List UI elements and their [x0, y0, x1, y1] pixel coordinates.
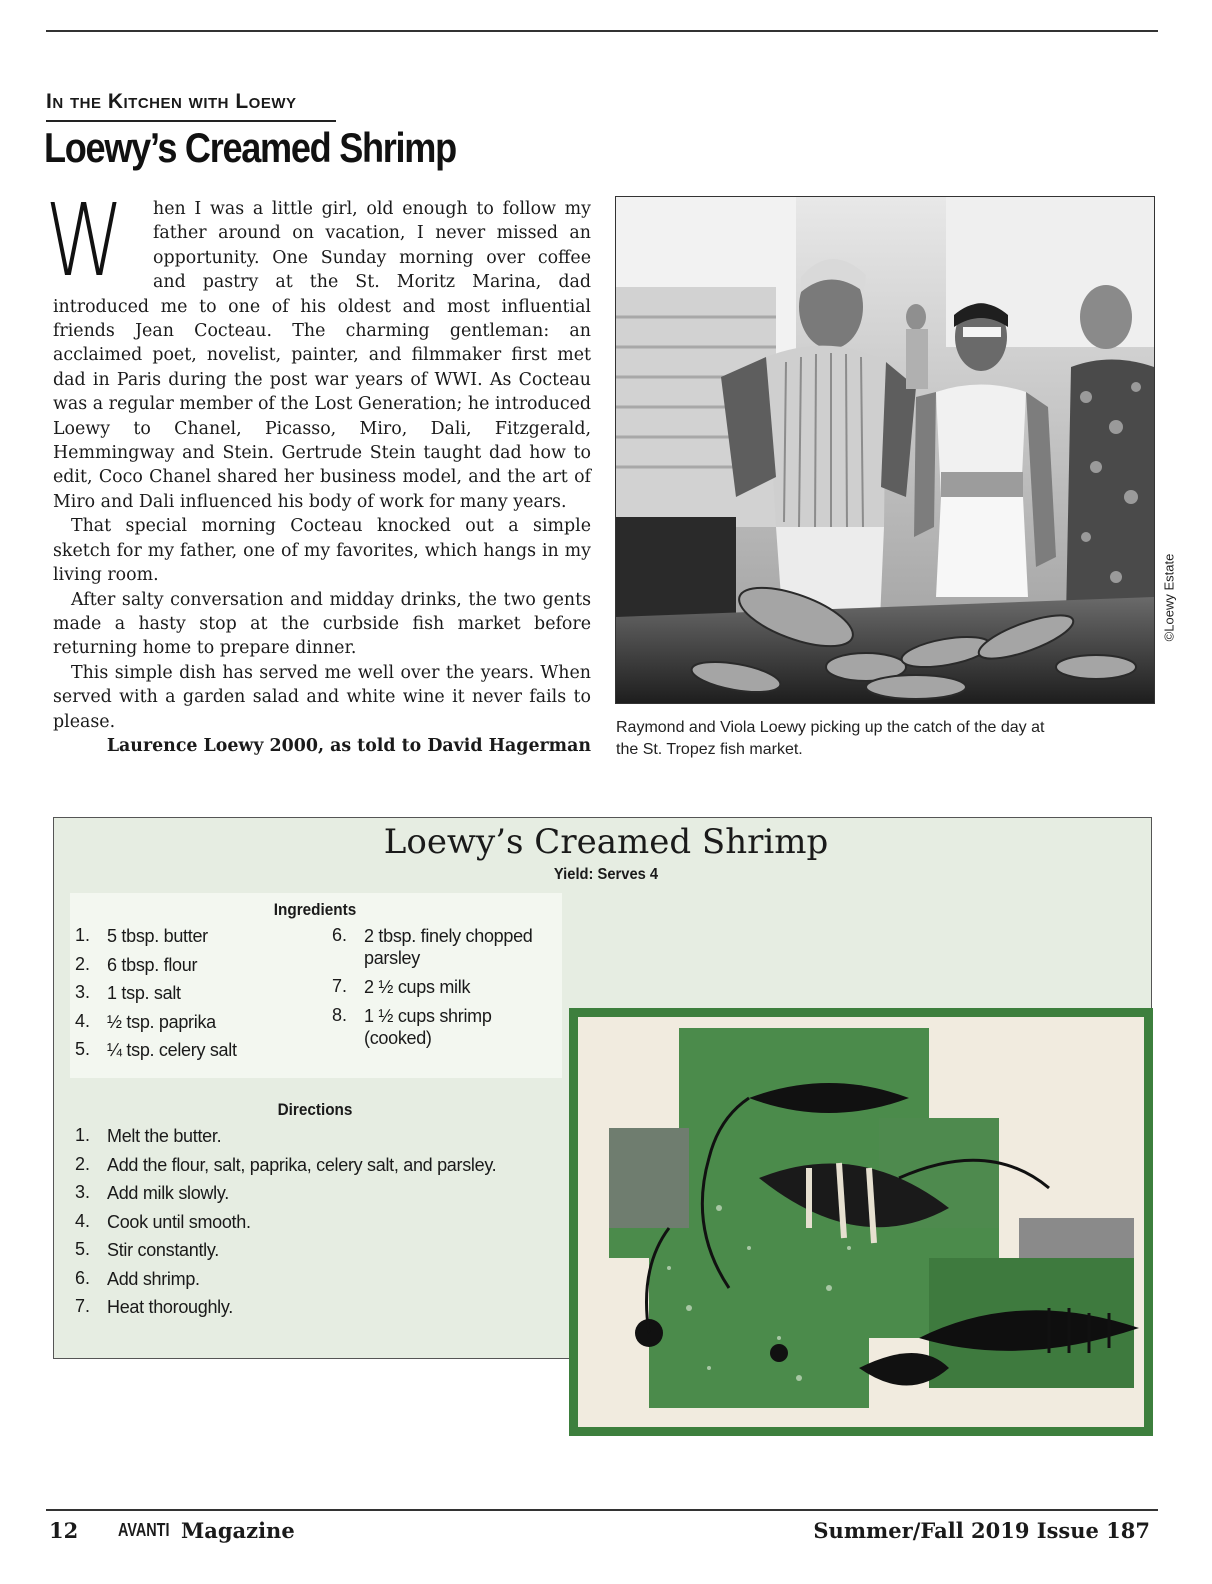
top-rule — [46, 30, 1158, 32]
article-paragraph-2: That special morning Cocteau knocked out a simple sketch for my father, one of my favorites, which hangs in my living room. — [53, 516, 591, 586]
recipe-yield: Yield: Serves 4 — [553, 866, 659, 883]
recipe-title: Loewy’s Creamed Shrimp — [383, 822, 829, 862]
photo-illustration — [616, 197, 1154, 703]
directions-heading: Directions — [277, 1100, 353, 1119]
section-kicker: In the Kitchen with Loewy — [46, 90, 297, 113]
issue-info: Summer/Fall 2019 Issue 187 — [813, 1518, 1150, 1543]
kicker-underline — [46, 120, 336, 122]
article-headline: Loewy’s Creamed Shrimp — [44, 124, 456, 171]
photo-credit: ©Loewy Estate — [1161, 553, 1177, 642]
article-byline: Laurence Loewy 2000, as told to David Hagerman — [106, 735, 591, 756]
fish-artwork — [569, 1008, 1153, 1436]
bottom-rule — [46, 1509, 1158, 1511]
fish-market-photo — [615, 196, 1155, 704]
article-paragraph-3: After salty conversation and midday drinks, the two gents made a hasty stop at the curbside fish market before returning home to prepare dinner. — [53, 589, 591, 659]
paragraph-1-text: hen I was a little girl, old enough to follow my father around on vacation, I never missed an opportunity. One Sunday morning over coffee and pastry at the St. Moritz Marina, dad introduced me to one of his oldest and most influential friends Jean Cocteau. The charming gentleman: an acclaimed poet, novelist, painter, and filmmaker first met dad in Paris during the post war years of WWI. As Cocteau was a regular member of the Lost Generation; he introduced Loewy to Chanel, Picasso, Miro, Dali, Fitzgerald, Hemmingway and Stein. Gertrude Stein taught dad how to edit, Coco Chanel shared her business model, and the art of Miro and Dali influenced his body of work for many years. — [53, 199, 591, 512]
article-paragraph-1 — [45, 182, 591, 514]
ingredients-heading: Ingredients — [273, 900, 357, 919]
magazine-name: Magazine — [181, 1518, 295, 1543]
magazine-brand: AVANTI — [118, 1520, 170, 1540]
article-body — [45, 182, 591, 758]
page-number: 12 — [49, 1518, 79, 1543]
abstract-fish-illustration — [569, 1008, 1153, 1436]
article-paragraph-4: This simple dish has served me well over the years. When served with a garden salad and white wine it never fails to please. — [53, 662, 591, 732]
drop-cap: W — [45, 182, 125, 299]
photo-caption: Raymond and Viola Loewy picking up the catch of the day at the St. Tropez fish market. — [616, 719, 1045, 758]
